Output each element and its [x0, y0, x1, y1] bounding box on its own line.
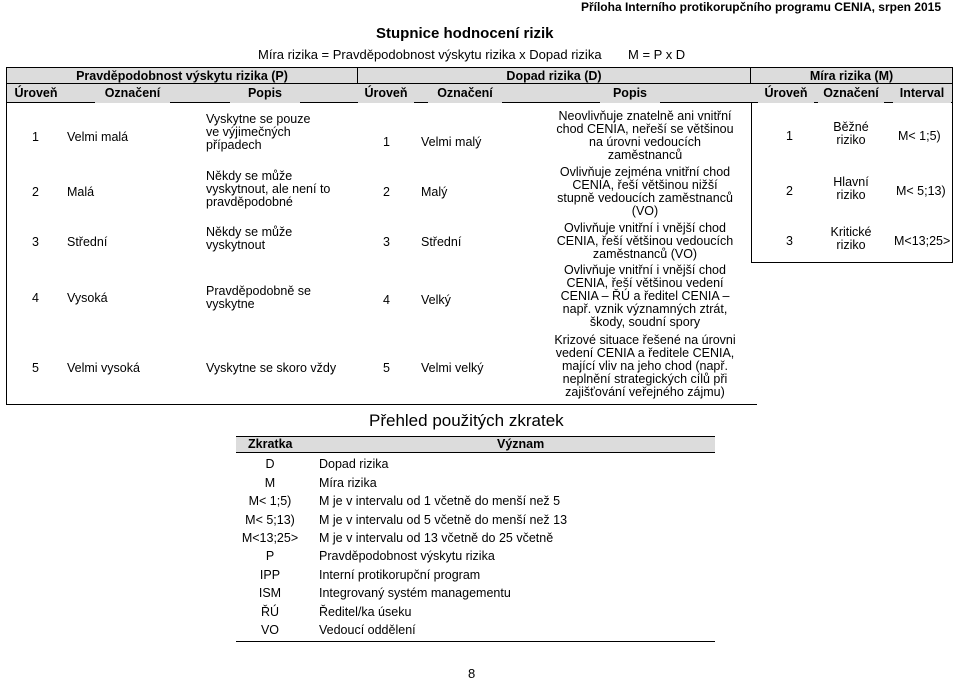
page-number: 8 — [468, 666, 476, 681]
group-header-impact: Dopad rizika (D) — [357, 67, 751, 84]
p-row1-desc: Vyskytne se pouze ve výjimečných případech — [206, 112, 311, 152]
page-title: Stupnice hodnocení rizik — [376, 25, 554, 42]
m-row1-interval: M< 1;5) — [898, 129, 941, 143]
p-row3-name: Střední — [67, 235, 108, 249]
m-row2-interval: M< 5;13) — [896, 184, 946, 198]
p-row5-desc: Vyskytne se skoro vždy — [206, 361, 337, 375]
abbr-key: D — [265, 457, 275, 471]
col-d-level: Úroveň — [358, 84, 414, 103]
abbr-key: M< 1;5) — [248, 494, 292, 508]
p-row4-level: 4 — [32, 291, 39, 305]
m-row2-name: Hlavní riziko — [833, 175, 869, 202]
d-row1-level: 1 — [383, 135, 390, 149]
abbr-meaning: M je v intervalu od 13 včetně do 25 včetně — [319, 531, 554, 545]
group-header-risk: Míra rizika (M) — [751, 67, 953, 84]
abbreviations-title: Přehled použitých zkratek — [369, 411, 564, 430]
col-m-name: Označení — [818, 84, 884, 103]
p-row3-level: 3 — [32, 235, 39, 249]
d-row5-name: Velmi velký — [421, 361, 484, 375]
col-d-desc: Popis — [600, 84, 660, 103]
d-row1-desc: Neovlivňuje znatelně ani vnitřní chod CENIA, neřeší se většinou na úrovni vedoucích zaměstnanců — [556, 109, 734, 162]
d-row2-name: Malý — [421, 185, 448, 199]
abbr-meaning: M je v intervalu od 1 včetně do menší než 5 — [319, 494, 561, 508]
abbreviations-header-row — [236, 436, 715, 453]
p-row5-level: 5 — [32, 361, 39, 375]
abbr-key: ŘÚ — [260, 605, 280, 619]
d-row3-desc: Ovlivňuje vnitřní i vnější chod CENIA, řeší většinou vedoucích zaměstnanců (VO) — [556, 221, 734, 261]
abbr-meaning: Interní protikorupční program — [319, 568, 481, 582]
col-p-level: Úroveň — [8, 84, 64, 103]
m-row2-level: 2 — [786, 184, 793, 198]
abbr-key: M< 5;13) — [245, 513, 295, 527]
appendix-header: Příloha Interního protikorupčního programu CENIA, srpen 2015 — [580, 0, 941, 14]
formula-short: M = P x D — [628, 47, 686, 62]
formula-text: Míra rizika = Pravděpodobnost výskytu rizika x Dopad rizika — [258, 47, 602, 62]
d-row5-desc: Krizové situace řešené na úrovni vedení CENIA a ředitele CENIA, mající vliv na jeho chod (např. neplnění strategických cílů při zajišťování veřejného zájmu) — [554, 333, 736, 399]
m-row3-interval: M<13;25> — [894, 234, 951, 248]
p-row1-name: Velmi malá — [67, 130, 129, 144]
abbr-meaning: Pravděpodobnost výskytu rizika — [319, 549, 495, 563]
d-row4-desc: Ovlivňuje vnitřní i vnější chod CENIA, řeší většinou vedení CENIA – ŘÚ a ředitel CENIA – např. vznik významných ztrát, škody, soudní spory — [560, 263, 730, 329]
d-row3-name: Střední — [421, 235, 462, 249]
p-row4-name: Vysoká — [67, 291, 108, 305]
p-row1-level: 1 — [32, 130, 39, 144]
abbr-head-meaning: Význam — [497, 437, 545, 451]
p-row4-desc: Pravděpodobně se vyskytne — [206, 284, 311, 311]
d-row5-level: 5 — [383, 361, 390, 375]
abbr-meaning: M je v intervalu od 5 včetně do menší než 13 — [319, 513, 568, 527]
abbr-key: M — [264, 476, 276, 490]
m-row3-level: 3 — [786, 234, 793, 248]
abbr-meaning: Vedoucí oddělení — [319, 623, 416, 637]
abbr-key: ISM — [258, 586, 282, 600]
abbr-meaning: Dopad rizika — [319, 457, 389, 471]
p-row2-level: 2 — [32, 185, 39, 199]
col-m-interval: Interval — [893, 84, 951, 103]
abbr-key: P — [265, 549, 275, 563]
p-row3-desc: Někdy se může vyskytnout — [206, 225, 293, 252]
abbr-meaning: Míra rizika — [319, 476, 377, 490]
abbr-key: IPP — [259, 568, 281, 582]
d-row1-name: Velmi malý — [421, 135, 482, 149]
d-row2-desc: Ovlivňuje zejména vnitřní chod CENIA, řeší většinou nižší stupně vedoucích zaměstnanců (VO) — [557, 165, 733, 218]
col-p-desc: Popis — [230, 84, 300, 103]
abbr-meaning: Integrovaný systém managementu — [319, 586, 511, 600]
abbr-head-abbr: Zkratka — [248, 437, 293, 451]
col-d-name: Označení — [428, 84, 502, 103]
p-row2-name: Malá — [67, 185, 95, 199]
d-row4-name: Velký — [421, 293, 451, 307]
abbr-key: M<13;25> — [241, 531, 299, 545]
d-row2-level: 2 — [383, 185, 390, 199]
d-row4-level: 4 — [383, 293, 390, 307]
abbreviations-bottom-rule — [236, 641, 715, 642]
col-m-level: Úroveň — [758, 84, 814, 103]
p-row5-name: Velmi vysoká — [67, 361, 140, 375]
p-row2-desc: Někdy se může vyskytnout, ale není to pravděpodobné — [206, 169, 331, 209]
d-row3-level: 3 — [383, 235, 390, 249]
abbr-meaning: Ředitel/ka úseku — [319, 605, 412, 619]
abbr-key: VO — [260, 623, 280, 637]
group-header-probability: Pravděpodobnost výskytu rizika (P) — [6, 67, 357, 84]
m-row1-name: Běžné riziko — [833, 120, 869, 147]
col-p-name: Označení — [95, 84, 170, 103]
m-row3-name: Kritické riziko — [830, 225, 872, 252]
m-row1-level: 1 — [786, 129, 793, 143]
